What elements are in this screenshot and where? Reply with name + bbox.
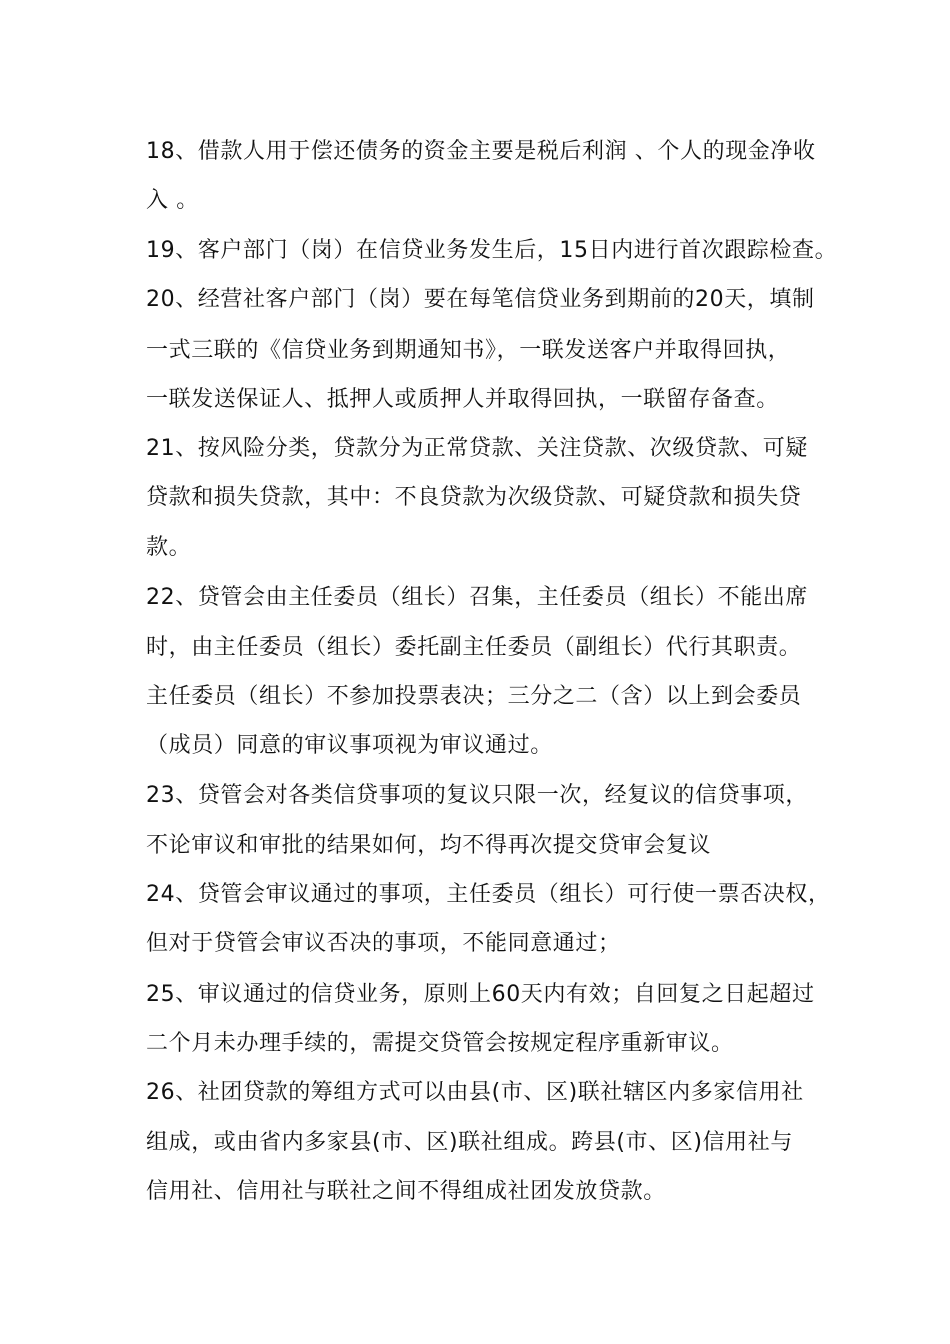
text-line-26-b: 组成，或由省内多家县(市、区)联社组成。跨县(市、区)信用社与 — [146, 1130, 793, 1155]
text-line-22-a: 22、贷管会由主任委员（组长）召集，主任委员（组长）不能出席 — [146, 585, 808, 610]
text-line-20-c: 一联发送保证人、抵押人或质押人并取得回执，一联留存备查。 — [146, 387, 779, 412]
text-line-18-b: 入 。 — [146, 188, 199, 213]
text-line-26-a: 26、社团贷款的筹组方式可以由县(市、区)联社辖区内多家信用社 — [146, 1080, 804, 1105]
text-line-25-b: 二个月未办理手续的，需提交贷管会按规定程序重新审议。 — [146, 1031, 734, 1056]
text-line-18-a: 18、借款人用于偿还债务的资金主要是税后利润 、个人的现金净收 — [146, 139, 816, 164]
text-line-23-b: 不论审议和审批的结果如何，均不得再次提交贷审会复议 — [146, 833, 712, 858]
text-line-25-a: 25、审议通过的信贷业务，原则上60天内有效；自回复之日起超过 — [146, 982, 815, 1007]
text-line-19: 19、客户部门（岗）在信贷业务发生后，15日内进行首次跟踪检查。 — [146, 238, 838, 263]
text-line-20-b: 一式三联的《信贷业务到期通知书》，一联发送客户并取得回执， — [146, 338, 791, 363]
text-line-26-c: 信用社、信用社与联社之间不得组成社团发放贷款。 — [146, 1179, 666, 1204]
text-line-24-b: 但对于贷管会审议否决的事项，不能同意通过； — [146, 931, 621, 956]
text-line-23-a: 23、贷管会对各类信贷事项的复议只限一次，经复议的信贷事项， — [146, 783, 808, 808]
text-line-21-b: 贷款和损失贷款，其中：不良贷款为次级贷款、可疑贷款和损失贷 — [146, 485, 802, 510]
text-line-22-c: 主任委员（组长）不参加投票表决；三分之二（含）以上到会委员 — [146, 684, 802, 709]
text-line-20-a: 20、经营社客户部门（岗）要在每笔信贷业务到期前的20天，填制 — [146, 287, 815, 312]
text-line-21-c: 款。 — [146, 535, 192, 560]
text-line-24-a: 24、贷管会审议通过的事项，主任委员（组长）可行使一票否决权， — [146, 882, 831, 907]
text-line-22-b: 时，由主任委员（组长）委托副主任委员（副组长）代行其职责。 — [146, 635, 802, 660]
text-line-21-a: 21、按风险分类，贷款分为正常贷款、关注贷款、次级贷款、可疑 — [146, 436, 808, 461]
text-line-22-d: （成员）同意的审议事项视为审议通过。 — [146, 733, 553, 758]
